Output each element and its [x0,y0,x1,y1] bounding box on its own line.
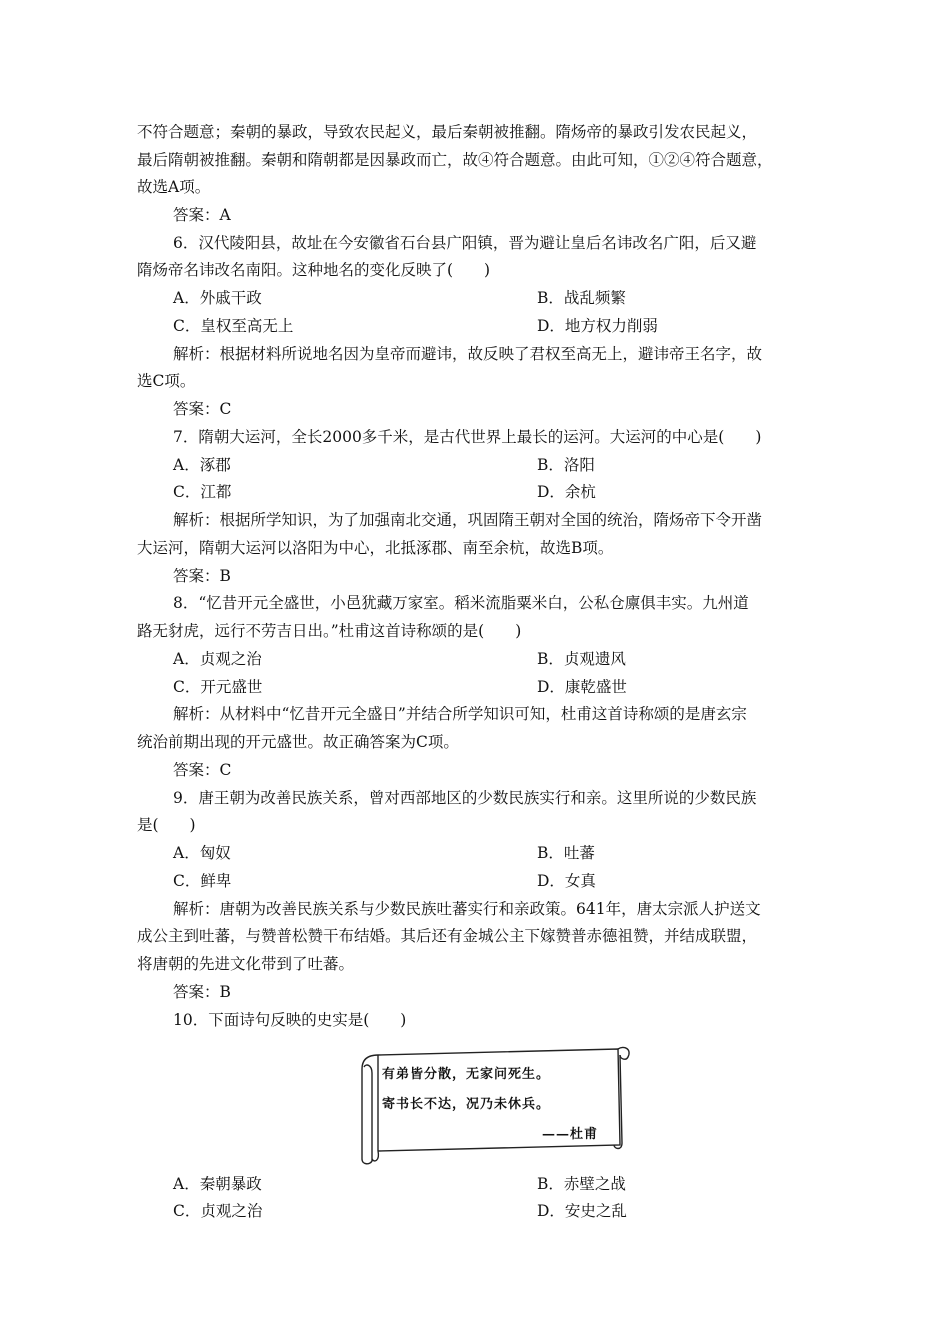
question-9-line-1: 9．唐王朝为改善民族关系，曾对西部地区的少数民族实行和亲。这里所说的少数民族 [173,789,757,807]
option-9d: D．女真 [537,872,596,890]
question-6-line-2: 隋炀帝名讳改名南阳。这种地名的变化反映了( ) [137,261,491,279]
answer-9: 答案：B [173,983,231,1001]
option-7a: A．涿郡 [173,456,231,474]
poem-line-1: 有弟皆分散，无家问死生。 [382,1067,551,1082]
option-6a: A．外戚干政 [173,289,262,307]
answer-6: 答案：C [173,400,232,418]
text-line: 最后隋朝被推翻。秦朝和隋朝都是因暴政而亡，故④符合题意。由此可知，①②④符合题意， [137,151,773,169]
option-7d: D．余杭 [537,483,596,501]
text-line: 不符合题意；秦朝的暴政，导致农民起义，最后秦朝被推翻。隋炀帝的暴政引发农民起义， [137,123,758,141]
analysis-9-line-2: 成公主到吐蕃，与赞普松赞干布结婚。其后还有金城公主下嫁赞普赤德祖赞，并结成联盟， [137,927,758,945]
analysis-7-line-1: 解析：根据所学知识，为了加强南北交通，巩固隋王朝对全国的统治，隋炀帝下令开凿 [173,511,763,529]
answer-7: 答案：B [173,567,231,585]
analysis-8-line-2: 统治前期出现的开元盛世。故正确答案为C项。 [137,733,459,751]
option-6b: B．战乱频繁 [537,289,626,307]
question-6-line-1: 6．汉代陵阳县，故址在今安徽省石台县广阳镇，晋为避让皇后名讳改名广阳，后又避 [173,234,757,252]
option-9c: C．鲜卑 [173,872,232,890]
question-9-line-2: 是( ) [137,816,196,834]
question-8-line-1: 8．“忆昔开元全盛世，小邑犹藏万家室。稻米流脂粟米白，公私仓廪俱丰实。九州道 [173,594,749,612]
option-8b: B．贞观遗风 [537,650,626,668]
option-8d: D．康乾盛世 [537,678,627,696]
option-9b: B．吐蕃 [537,844,595,862]
answer-5: 答案：A [173,206,231,224]
poem-line-2: 寄书长不达，况乃未休兵。 [382,1097,551,1112]
option-7c: C．江都 [173,483,232,501]
poem-scroll-figure [356,1043,634,1167]
option-7b: B．洛阳 [537,456,595,474]
option-10c: C．贞观之治 [173,1202,263,1220]
analysis-7-line-2: 大运河，隋朝大运河以洛阳为中心，北抵涿郡、南至余杭，故选B项。 [137,539,614,557]
option-8a: A．贞观之治 [173,650,262,668]
option-8c: C．开元盛世 [173,678,263,696]
option-10b: B．赤壁之战 [537,1175,626,1193]
text-line: 故选A项。 [137,178,211,196]
option-6d: D．地方权力削弱 [537,317,658,335]
analysis-9-line-3: 将唐朝的先进文化带到了吐蕃。 [137,955,355,973]
analysis-9-line-1: 解析：唐朝为改善民族关系与少数民族吐蕃实行和亲政策。641年，唐太宗派人护送文 [173,900,761,918]
analysis-8-line-1: 解析：从材料中“忆昔开元全盛日”并结合所学知识可知，杜甫这首诗称颂的是唐玄宗 [173,705,747,723]
question-10: 10．下面诗句反映的史实是( ) [173,1011,407,1029]
poem-author: ——杜甫 [542,1127,599,1142]
answer-8: 答案：C [173,761,232,779]
option-9a: A．匈奴 [173,844,231,862]
analysis-6-line-1: 解析：根据材料所说地名因为皇帝而避讳，故反映了君权至高无上，避讳帝王名字，故 [173,345,763,363]
analysis-6-line-2: 选C项。 [137,372,196,390]
option-6c: C．皇权至高无上 [173,317,294,335]
option-10a: A．秦朝暴政 [173,1175,262,1193]
question-8-line-2: 路无豺虎，远行不劳吉日出。”杜甫这首诗称颂的是( ) [137,622,522,640]
question-7: 7．隋朝大运河，全长2000多千米，是古代世界上最长的运河。大运河的中心是( ) [173,428,762,446]
option-10d: D．安史之乱 [537,1202,627,1220]
